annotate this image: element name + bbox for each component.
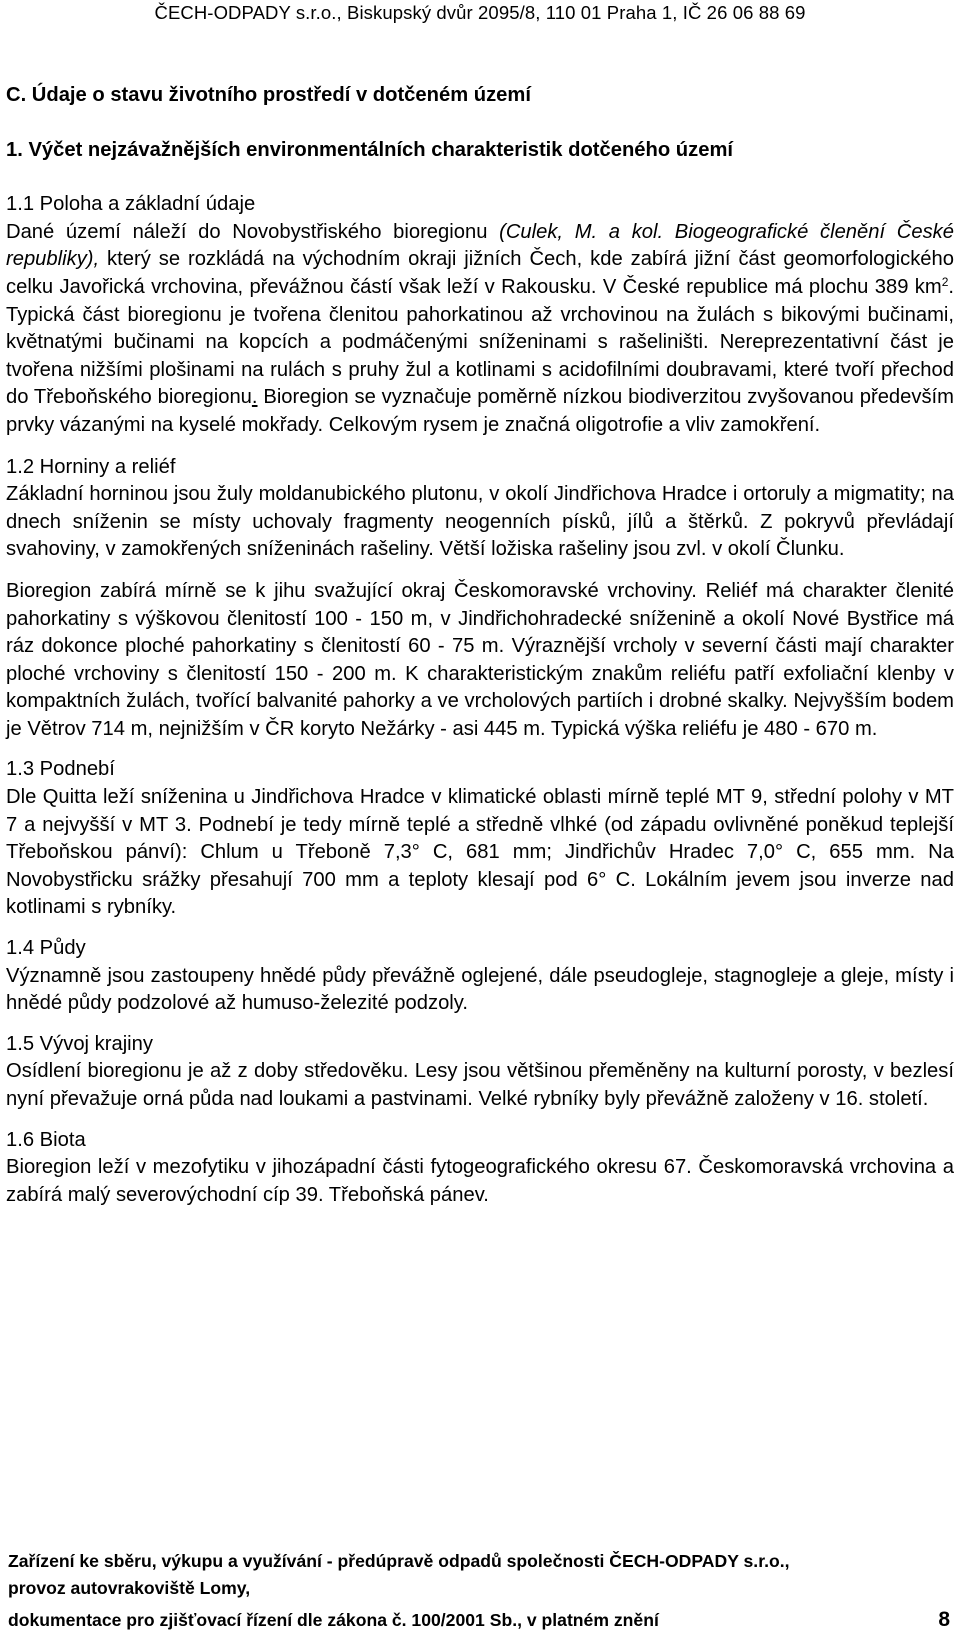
section-paragraph-1-2a: Základní horninou jsou žuly moldanubického plutonu, v okolí Jindřichova Hradce i ortoruly a migmatity; na dnech sníženin se místy uchovaly fragmenty neogenních písků, jílů a štěrků. Z pokryvů převládají svahoviny, v zamokřených sníženinách rašeliny. Větší ložiska rašeliny jsou zvl. v okolí Člunku. (6, 483, 954, 561)
section-paragraph-1-5: Osídlení bioregionu je až z doby středověku. Lesy jsou většinou přeměněny na kulturní porosty, v bezlesí nyní převažuje orná půda nad loukami a pastvinami. Velké rybníky byly převážně založeny v 16. století. (6, 1060, 954, 1110)
document-body (6, 82, 954, 1209)
section-paragraph-1-6: Bioregion leží v mezofytiku v jihozápadní části fytogeografického okresu 67. Českomoravská vrchovina a zabírá malý severovýchodní cíp 39. Třeboňská pánev. (6, 1156, 954, 1206)
page-number: 8 (938, 1608, 950, 1631)
footer-line-2: provoz autovrakoviště Lomy, (8, 1577, 251, 1598)
footer-line-1: Zařízení ke sběru, výkupu a využívání - předúpravě odpadů společnosti ČECH-ODPADY s.r.o., (8, 1551, 790, 1571)
page-header: ČECH-ODPADY s.r.o., Biskupský dvůr 2095/8, 110 01 Praha 1, IČ 26 06 88 69 (154, 2, 806, 23)
page-footer (8, 1548, 954, 1634)
section-paragraph-1-4: Významně jsou zastoupeny hnědé půdy převážně oglejené, dále pseudogleje, stagnogleje a gleje, místy i hnědé půdy podzolové až humuso-železité podzoly. (6, 964, 954, 1015)
citation: (Culek, M. a kol. Biogeografické členění České republiky), (6, 220, 954, 271)
section-title-1-2: 1.2 Horniny a reliéf (6, 455, 176, 478)
section-title-1-4: 1.4 Půdy (6, 937, 86, 960)
main-heading: C. Údaje o stavu životního prostředí v dotčeném území (6, 84, 531, 106)
section-title-1-3: 1.3 Podnebí (6, 758, 115, 781)
section-title-1-1: 1.1 Poloha a základní údaje (6, 193, 256, 216)
section-title-1-6: 1.6 Biota (6, 1128, 86, 1151)
section-paragraph-1-2b: Bioregion zabírá mírně se k jihu svažující okraj Českomoravské vrchoviny. Reliéf má charakter členité pahorkatiny s výškovou členitostí 100 - 150 m, v Jindřichohradecké sníženině a okolí Nové Bystřice má ráz dokonce ploché pahorkatiny s členitostí 60 - 75 m. Výraznější vrcholy v severní části mají charakter ploché vrchoviny s členitostí 150 - 200 m. K charakteristickým znakům reliéfu patří exfoliační klenby v kompaktních žulách, tvořící balvanité pahorky a ve vrcholových partiích i drobné skalky. Nejvyšším bodem je Větrov 714 m, nejnižším v ČR koryto Nežárky - asi 445 m. Typická výška reliéfu je 480 - 670 m. (6, 579, 954, 740)
section-paragraph-1-3: Dle Quitta leží sníženina u Jindřichova Hradce v klimatické oblasti mírně teplé MT 9, střední polohy v MT 7 a nejvyšší v MT 3. Podnebí je tedy mírně teplé a středně vlhké (od západu ovlivněné poněkud teplejší Třeboňskou pánví): Chlum u Třeboně 7,3° C, 681 mm; Jindřichův Hradec 7,0° C, 655 mm. Na Novobystřicku srážky přesahují 700 mm a teploty klesají pod 6° C. Lokálním jevem jsou inverze nad kotlinami s rybníky. (6, 786, 954, 919)
footer-legal-reference: dokumentace pro zjišťovací řízení dle zákona č. 100/2001 Sb., v platném znění (8, 1610, 659, 1630)
sub-heading: 1. Výčet nejzávažnějších environmentálních charakteristik dotčeného území (6, 138, 734, 161)
section-paragraph-1-1: Dané území náleží do Novobystřiského bioregionu (Culek, M. a kol. Biogeografické členění České republiky), který se rozkládá na východním okraji jižních Čech, kde zabírá jižní část geomorfologického celku Javořická vrchovina, převážnou částí však leží v Rakousku. V České republice má plochu 389 $km^2$. Typická část bioregionu je tvořena členitou pahorkatinou až vrchovinou na žulách s bikovými bučinami, květnatými bučinami na kopcích a podmáčenými sníženinami s rašeliništi. Nereprezentativní část je tvořena nižšími plošinami na rulách s pruhy žul a kotlinami s acidofilními doubravami, které tvoří přechod do Třeboňského bioregionu. Bioregion se vyznačuje poměrně nízkou biodiverzitou zvyšovanou především prvky vázanými na kyselé mokřady. Celkovým rysem je značná oligotrofie a vliv zamokření. (6, 220, 954, 436)
section-title-1-5: 1.5 Vývoj krajiny (6, 1032, 153, 1055)
